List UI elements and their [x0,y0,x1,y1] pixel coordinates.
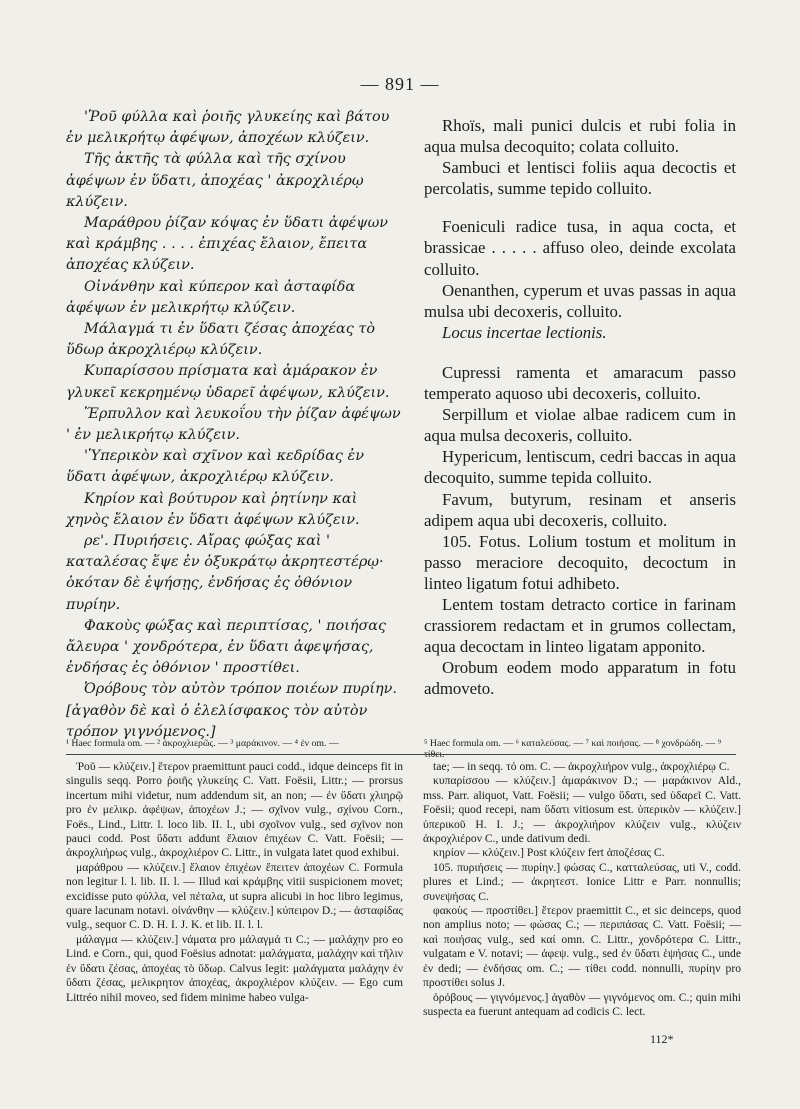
greek-paragraph: ρε'. Πυριήσεις. Αἴρας φώξας καὶ ' καταλέσας ἕψε ἐν ὀξυκράτῳ ἀκρητεστέρῳ· ὁκόταν δὲ ἑψήσῃς, ἐνδήσας ἐς ὀθόνιον πυρίην. [66,533,384,613]
latin-paragraph: Lentem tostam detracto cortice in farinam crassiorem redactam et in grumos collectam, aqua decoctam in linteo ligatam apponito. [424,594,736,657]
greek-paragraph: Τῆς ἀκτῆς τὰ φύλλα καὶ τῆς σχίνου ἀφέψων ἐν ὕδατι, ἀποχέας ' ἀκροχλιέρῳ κλύζειν. [66,151,364,210]
greek-paragraph: Μάλαγμά τι ἐν ὕδατι ζέσας ἀποχέας τὸ ὕδωρ ἀκροχλιέρῳ κλύζειν. [66,321,376,359]
greek-paragraph: Ὀρόβους τὸν αὐτὸν τρόπον ποιέων πυρίην. [ἀγαθὸν δὲ καὶ ὁ ἐλελίσφακος τὸν αὐτὸν τρόπον γιγνόμενος.] [66,681,397,740]
apparatus-note: Ῥοῦ — κλύζειν.] ἕτερον praemittunt pauci codd., idque deinceps fit in singulis seqq. Porro ῥοιῆς γλυκείης C. Vatt. Foësii, Littr.; — prorsus incertum mihi videtur, num addendum sit, an non; — ἐν ὕδατι χλιηρῷ pro ἐν μελικρ. ἀφέψων, ἀποχέων J.; — σχῖνον vulg., σχίνου Corn., Foës., Lind., Littr. l. loco lib. II. l., ubi σχοῖνον vulg., sed σχῖνον non pauci codd. Post ὕδατι addunt ἔλαιον ἐπιχέων C. Vatt. Foësii; — ἀκροχλιήρως vulg., ἀκροχλιέρον C. Littr., in vulgata latet quod exhibui. [66,760,403,860]
greek-paragraph: Ἕρπυλλον καὶ λευκοΐου τὴν ῥίζαν ἀφέψων ' ἐν μελικρήτῳ κλύζειν. [66,405,401,444]
greek-paragraph: Φακοὺς φώξας καὶ περιπτίσας, ' ποιήσας ἄλευρα ' χονδρότερα, ἐν ὕδατι ἀφεψήσας, ἐνδήσας ἐς ὀθόνιον ' προστίθει. [66,617,387,677]
greek-paragraph: Μαράθρου ῥίζαν κόψας ἐν ὕδατι ἀφέψων καὶ κράμβης . . . . ἐπιχέας ἔλαιον, ἔπειτα ἀποχέας κλύζειν. [66,215,389,274]
greek-text-column [66,107,402,743]
greek-paragraph: 'Ὑπερικὸν καὶ σχῖνον καὶ κεδρίδας ἐν ὕδατι ἀφέψων, ἀκροχλιέρῳ κλύζειν. [66,448,364,486]
latin-paragraph: Serpillum et violae albae radicem cum in aqua mulsa decoxeris, colluito. [424,405,736,446]
greek-paragraph: 'Ῥοῦ φύλλα καὶ ῥοιῆς γλυκείης καὶ βάτου ἐν μελικρήτῳ ἀφέψων, ἀποχέων κλύζειν. [66,109,390,147]
page-number: — 891 — [360,74,440,94]
greek-paragraph: Κυπαρίσσου πρίσματα καὶ ἀμάρακον ἐν γλυκεῖ κεκρημένῳ ὑδαρεῖ ἀφέψων, κλύζειν. [66,363,390,401]
apparatus-note: 105. πυριήσεις — πυρίην.] φώσας C., κατταλεύσας, uti V., codd. plures et Lind.; — ἀκρητεστ. Ionice Littr e Parr. nonnullis; συνεψήσας C. [423,860,741,903]
apparatus-note: tae; — in seqq. τό om. C. — ἀκροχλιήρον vulg., ἀκροχλιέρῳ C. [433,760,730,773]
apparatus-note: μαράθρου — κλύζειν.] ἔλαιον ἐπιχέων ἔπειτεν ἀποχέων C. Formula non legitur l. l. lib. II. l. — Illud καὶ κράμβης vitii suspicionem movet; excidisse puto φύλλα, vel πέταλα, ut supra alicubi in hoc libro legimus, quare lacunam notavi. οἰνάνθην — κλύζειν.] κύπειρον D.; — ἀσταφίδας vulg., sequor C. D. H. I. J. K. et lib. II. l. l. [66,860,403,932]
latin-paragraph: Favum, butyrum, resinam et anseris adipem aqua ubi decoxeris, colluito. [424,489,736,530]
apparatus-note: φακοὺς — προστίθει.] ἕτερον praemittit C., et sic deinceps, quod non amplius noto; — φώσας C.; — περιπάσας C. Vatt. Foësii; — καὶ ποιήσας vulg., sed καί omn. C. Littr., χονδρότερα C. Littr., vulgatam e V. notavi; — ἀφεψ. vulg., sed ἐν ὕδατι ἑψήσας C., unde ἐν dedi; — ἐνδήσας om. C.; — τίθει codd. nonnulli, πυρίην pro προστίθει solus J. [423,904,741,990]
apparatus-note: ὀρόβους — γιγνόμενος.] ἀγαθὸν — γιγνόμενος om. C.; quin mihi suspecta ea fuerunt antequam ad codicis C. lect. [423,990,741,1018]
apparatus-note: κυπαρίσσου — κλύζειν.] ἀμαράκινον D.; — μαράκινον Ald., mss. Parr. aliquot, Vatt. Foësii; — vulgo ὕδατι, sed ὑδαρεῖ C. Vatt. Foësii; quod recepi, nam ὕδατι vitiosum est. ὑπερικὸν — κλύζειν.] ὑπερικοῦ H. I. J.; — ἀκροχλιήρον κλύζειν vulg., κλύζειν ἀκροχλιέρον C., unde dativum dedi. [423,774,741,846]
apparatus-note: μάλαγμα — κλύζειν.] νάματα pro μάλαγμά τι C.; — μαλάχην pro eo Lind. e Corn., qui, quod Foësius adnotat: μαλάγματα, μαλάχην καὶ τῆλιν ἐν ὕδατι ζέσας, ἀποχέας τὸ ὕδωρ. Calvus legit: μαλάγματα μαλάχην ἐν ὕδατι ζέσας, μελικρητον ἀποχέας, ἀκροχλιέρον κλύζειν. — Ego cum Littréo nihil moveo, sed fidem minime habeo vulga- [66,932,403,1004]
latin-paragraph: Hypericum, lentiscum, cedri baccas in aqua decoquito, summe tepida colluito. [424,447,736,488]
latin-paragraph: Orobum eodem modo apparatum in fotu admoveto. [424,658,736,699]
apparatus-divider [66,754,736,755]
latin-paragraph: Rhoïs, mali punici dulcis et rubi folia in aqua mulsa decoquito; colata colluito. [424,116,736,157]
apparatus-note: κηρίον — κλύζειν.] Post κλύζειν fert ἀποζέσας C. [433,846,665,860]
greek-paragraph: Κηρίον καὶ βούτυρον καὶ ῥητίνην καὶ χηνὸς ἔλαιον ἐν ὕδατι ἀφέψων κλύζειν. [66,490,360,528]
latin-note-incertae: Locus incertae lectionis. [442,322,607,342]
footnotes-latin: ⁵ Haec formula om. — ⁶ καταλεύσας. — ⁷ καὶ ποιήσας. — ⁸ χονδρώδη. — ⁹ τίθει. [424,738,722,760]
footnotes-greek: ¹ Haec formula om. — ² ἀκροχλιερῶς. — ³ μαράκινον. — ⁴ ἐν om. — [66,738,339,749]
critical-apparatus-right [423,760,741,1019]
latin-text-column [424,115,736,699]
latin-paragraph: 105. Fotus. Lolium tostum et molitum in passo meraciore decoquito, decoctum in linteo ligatum fotui adhibeto. [424,531,736,593]
latin-paragraph: Sambuci et lentisci foliis aqua decoctis et percolatis, summe tepido colluito. [424,158,736,199]
latin-paragraph: Oenanthen, cyperum et uvas passas in aqua mulsa ubi decoxeris, colluito. [424,280,736,321]
signature-mark: 112* [650,1032,674,1046]
latin-paragraph: Cupressi ramenta et amaracum passo temperato aquoso ubi decoxeris, colluito. [424,362,736,404]
latin-paragraph: Foeniculi radice tusa, in aqua cocta, et brassicae . . . . . affuso oleo, deinde excolata colluito. [424,217,736,279]
greek-paragraph: Οἰνάνθην καὶ κύπερον καὶ ἀσταφίδα ἀφέψων ἐν μελικρήτῳ κλύζειν. [66,278,356,316]
critical-apparatus-left [66,760,403,1005]
